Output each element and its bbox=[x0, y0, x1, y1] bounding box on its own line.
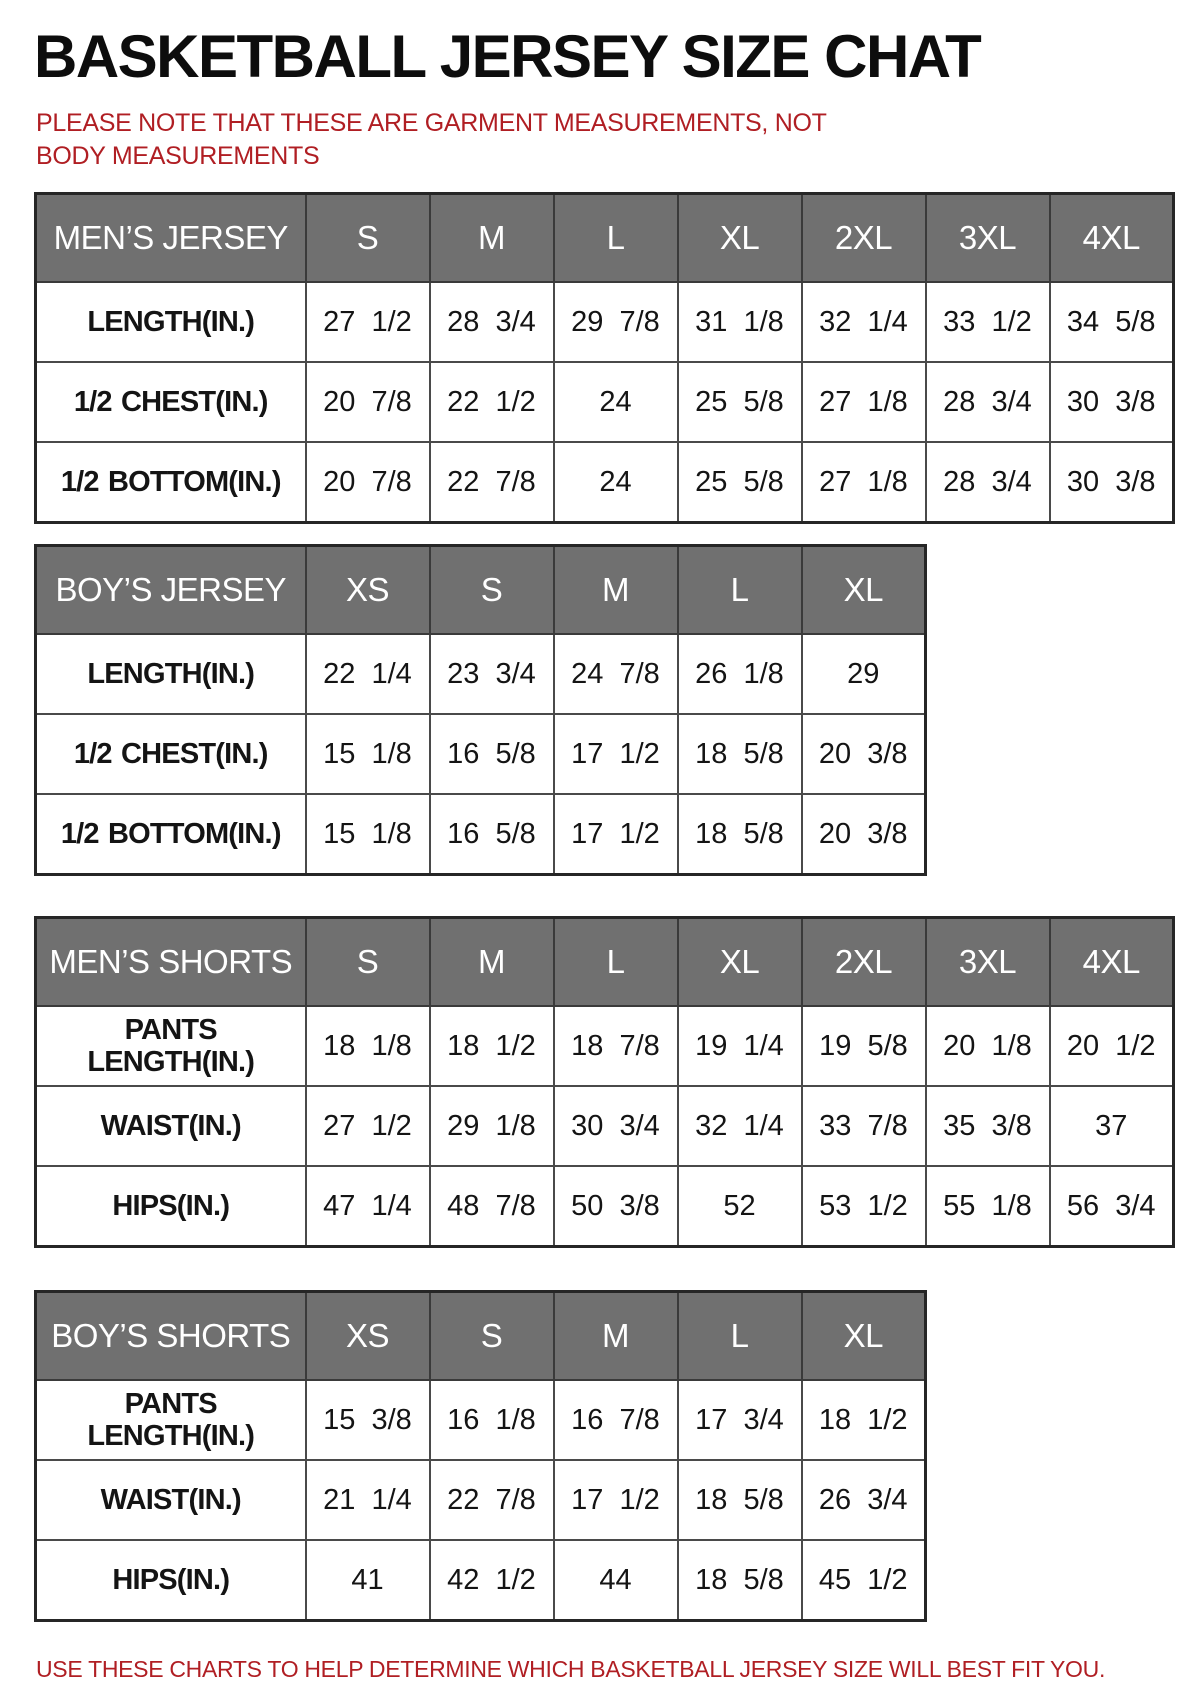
size-header-cell: XL bbox=[678, 918, 802, 1007]
measurement-value-cell: 27 1/8 bbox=[802, 442, 926, 523]
size-header-cell: M bbox=[554, 1292, 678, 1381]
size-header-cell: XL bbox=[802, 546, 926, 635]
measurement-value-cell: 20 7/8 bbox=[306, 362, 430, 442]
row-label-cell: LENGTH(IN.) bbox=[36, 282, 306, 362]
row-label-cell: WAIST(IN.) bbox=[36, 1086, 306, 1166]
size-tables bbox=[34, 192, 1172, 1622]
row-label-cell: WAIST(IN.) bbox=[36, 1460, 306, 1540]
measurement-value-cell: 37 bbox=[1050, 1086, 1174, 1166]
size-table-header-row bbox=[36, 546, 926, 635]
measurement-row bbox=[36, 1380, 926, 1460]
measurement-value-cell: 55 1/8 bbox=[926, 1166, 1050, 1247]
size-header-cell: 3XL bbox=[926, 918, 1050, 1007]
size-header-cell: XS bbox=[306, 1292, 430, 1381]
size-header-cell: S bbox=[306, 918, 430, 1007]
measurement-value-cell: 18 5/8 bbox=[678, 1460, 802, 1540]
measurement-value-cell: 42 1/2 bbox=[430, 1540, 554, 1621]
size-header-cell: XL bbox=[802, 1292, 926, 1381]
measurement-value-cell: 35 3/8 bbox=[926, 1086, 1050, 1166]
measurement-value-cell: 17 1/2 bbox=[554, 794, 678, 875]
size-header-cell: 2XL bbox=[802, 918, 926, 1007]
measurement-row bbox=[36, 282, 1174, 362]
measurement-value-cell: 33 7/8 bbox=[802, 1086, 926, 1166]
measurement-value-cell: 26 3/4 bbox=[802, 1460, 926, 1540]
size-header-cell: M bbox=[554, 546, 678, 635]
measurement-row bbox=[36, 362, 1174, 442]
fit-advice-note: USE THESE CHARTS TO HELP DETERMINE WHICH BASKETBALL JERSEY SIZE WILL BEST FIT YOU. bbox=[36, 1656, 1106, 1682]
measurement-value-cell: 50 3/8 bbox=[554, 1166, 678, 1247]
measurement-value-cell: 48 7/8 bbox=[430, 1166, 554, 1247]
measurement-row bbox=[36, 1460, 926, 1540]
measurement-value-cell: 32 1/4 bbox=[678, 1086, 802, 1166]
measurement-value-cell: 23 3/4 bbox=[430, 634, 554, 714]
size-header-cell: L bbox=[554, 194, 678, 283]
measurement-value-cell: 53 1/2 bbox=[802, 1166, 926, 1247]
measurement-row bbox=[36, 1166, 1174, 1247]
size-header-cell: 4XL bbox=[1050, 918, 1174, 1007]
measurement-value-cell: 26 1/8 bbox=[678, 634, 802, 714]
measurement-value-cell: 15 3/8 bbox=[306, 1380, 430, 1460]
measurement-value-cell: 21 1/4 bbox=[306, 1460, 430, 1540]
measurement-value-cell: 24 7/8 bbox=[554, 634, 678, 714]
measurement-value-cell: 20 3/8 bbox=[802, 714, 926, 794]
measurement-value-cell: 22 1/4 bbox=[306, 634, 430, 714]
row-label-cell: LENGTH(IN.) bbox=[36, 634, 306, 714]
measurement-value-cell: 27 1/8 bbox=[802, 362, 926, 442]
measurement-value-cell: 28 3/4 bbox=[926, 362, 1050, 442]
size-header-cell: S bbox=[430, 1292, 554, 1381]
row-label-cell: HIPS(IN.) bbox=[36, 1540, 306, 1621]
row-label-cell: 1/2 BOTTOM(IN.) bbox=[36, 442, 306, 523]
size-header-cell: S bbox=[430, 546, 554, 635]
size-table-header-row bbox=[36, 918, 1174, 1007]
measurement-value-cell: 24 bbox=[554, 362, 678, 442]
measurement-value-cell: 19 1/4 bbox=[678, 1006, 802, 1086]
measurement-value-cell: 15 1/8 bbox=[306, 794, 430, 875]
measurement-value-cell: 18 5/8 bbox=[678, 714, 802, 794]
measurement-value-cell: 30 3/8 bbox=[1050, 362, 1174, 442]
table-title-cell: BOY’S SHORTS bbox=[36, 1292, 306, 1381]
size-header-cell: M bbox=[430, 918, 554, 1007]
measurement-value-cell: 18 5/8 bbox=[678, 1540, 802, 1621]
measurement-value-cell: 18 1/2 bbox=[802, 1380, 926, 1460]
size-table bbox=[34, 916, 1175, 1248]
measurement-value-cell: 18 1/8 bbox=[306, 1006, 430, 1086]
measurement-value-cell: 30 3/4 bbox=[554, 1086, 678, 1166]
measurement-value-cell: 34 5/8 bbox=[1050, 282, 1174, 362]
measurement-value-cell: 19 5/8 bbox=[802, 1006, 926, 1086]
measurement-value-cell: 25 5/8 bbox=[678, 442, 802, 523]
size-header-cell: 4XL bbox=[1050, 194, 1174, 283]
table-title-cell: BOY’S JERSEY bbox=[36, 546, 306, 635]
measurement-value-cell: 16 5/8 bbox=[430, 714, 554, 794]
measurement-value-cell: 29 1/8 bbox=[430, 1086, 554, 1166]
measurement-value-cell: 18 1/2 bbox=[430, 1006, 554, 1086]
page-title: BASKETBALL JERSEY SIZE CHAT bbox=[34, 23, 981, 90]
table-title-cell: MEN’S SHORTS bbox=[36, 918, 306, 1007]
measurement-row bbox=[36, 634, 926, 714]
measurement-value-cell: 20 1/8 bbox=[926, 1006, 1050, 1086]
measurement-value-cell: 16 5/8 bbox=[430, 794, 554, 875]
row-label-cell: 1/2 CHEST(IN.) bbox=[36, 362, 306, 442]
size-header-cell: S bbox=[306, 194, 430, 283]
row-label-cell: PANTS LENGTH(IN.) bbox=[36, 1380, 306, 1460]
measurement-value-cell: 28 3/4 bbox=[430, 282, 554, 362]
measurement-value-cell: 28 3/4 bbox=[926, 442, 1050, 523]
measurement-row bbox=[36, 442, 1174, 523]
measurement-value-cell: 15 1/8 bbox=[306, 714, 430, 794]
measurement-value-cell: 33 1/2 bbox=[926, 282, 1050, 362]
measurement-value-cell: 47 1/4 bbox=[306, 1166, 430, 1247]
measurement-value-cell: 41 bbox=[306, 1540, 430, 1621]
size-header-cell: XS bbox=[306, 546, 430, 635]
measurement-row bbox=[36, 1086, 1174, 1166]
measurement-value-cell: 22 7/8 bbox=[430, 442, 554, 523]
size-header-cell: 3XL bbox=[926, 194, 1050, 283]
measurement-value-cell: 18 5/8 bbox=[678, 794, 802, 875]
measurement-value-cell: 24 bbox=[554, 442, 678, 523]
measurement-value-cell: 18 7/8 bbox=[554, 1006, 678, 1086]
measurement-value-cell: 45 1/2 bbox=[802, 1540, 926, 1621]
measurement-row bbox=[36, 1006, 1174, 1086]
measurement-value-cell: 29 7/8 bbox=[554, 282, 678, 362]
size-header-cell: XL bbox=[678, 194, 802, 283]
measurement-value-cell: 17 3/4 bbox=[678, 1380, 802, 1460]
measurement-value-cell: 22 1/2 bbox=[430, 362, 554, 442]
measurement-row bbox=[36, 794, 926, 875]
size-table bbox=[34, 544, 927, 876]
measurement-value-cell: 27 1/2 bbox=[306, 1086, 430, 1166]
size-table-header-row bbox=[36, 1292, 926, 1381]
measurement-value-cell: 22 7/8 bbox=[430, 1460, 554, 1540]
table-title-cell: MEN’S JERSEY bbox=[36, 194, 306, 283]
measurement-value-cell: 16 1/8 bbox=[430, 1380, 554, 1460]
size-header-cell: L bbox=[678, 546, 802, 635]
measurement-value-cell: 44 bbox=[554, 1540, 678, 1621]
measurement-value-cell: 20 7/8 bbox=[306, 442, 430, 523]
measurement-row bbox=[36, 1540, 926, 1621]
measurement-value-cell: 32 1/4 bbox=[802, 282, 926, 362]
measurement-row bbox=[36, 714, 926, 794]
measurement-value-cell: 20 1/2 bbox=[1050, 1006, 1174, 1086]
measurement-value-cell: 17 1/2 bbox=[554, 1460, 678, 1540]
size-header-cell: L bbox=[554, 918, 678, 1007]
size-header-cell: 2XL bbox=[802, 194, 926, 283]
measurement-value-cell: 29 bbox=[802, 634, 926, 714]
row-label-cell: 1/2 BOTTOM(IN.) bbox=[36, 794, 306, 875]
size-header-cell: L bbox=[678, 1292, 802, 1381]
size-table bbox=[34, 1290, 927, 1622]
measurement-value-cell: 56 3/4 bbox=[1050, 1166, 1174, 1247]
measurement-value-cell: 20 3/8 bbox=[802, 794, 926, 875]
measurement-value-cell: 16 7/8 bbox=[554, 1380, 678, 1460]
measurement-value-cell: 30 3/8 bbox=[1050, 442, 1174, 523]
measurement-value-cell: 17 1/2 bbox=[554, 714, 678, 794]
row-label-cell: PANTS LENGTH(IN.) bbox=[36, 1006, 306, 1086]
measurement-value-cell: 52 bbox=[678, 1166, 802, 1247]
row-label-cell: HIPS(IN.) bbox=[36, 1166, 306, 1247]
garment-measurement-note: PLEASE NOTE THAT THESE ARE GARMENT MEASUREMENTS, NOT BODY MEASUREMENTS bbox=[36, 109, 827, 170]
row-label-cell: 1/2 CHEST(IN.) bbox=[36, 714, 306, 794]
size-header-cell: M bbox=[430, 194, 554, 283]
size-table-header-row bbox=[36, 194, 1174, 283]
size-table bbox=[34, 192, 1175, 524]
measurement-value-cell: 27 1/2 bbox=[306, 282, 430, 362]
measurement-value-cell: 25 5/8 bbox=[678, 362, 802, 442]
measurement-value-cell: 31 1/8 bbox=[678, 282, 802, 362]
